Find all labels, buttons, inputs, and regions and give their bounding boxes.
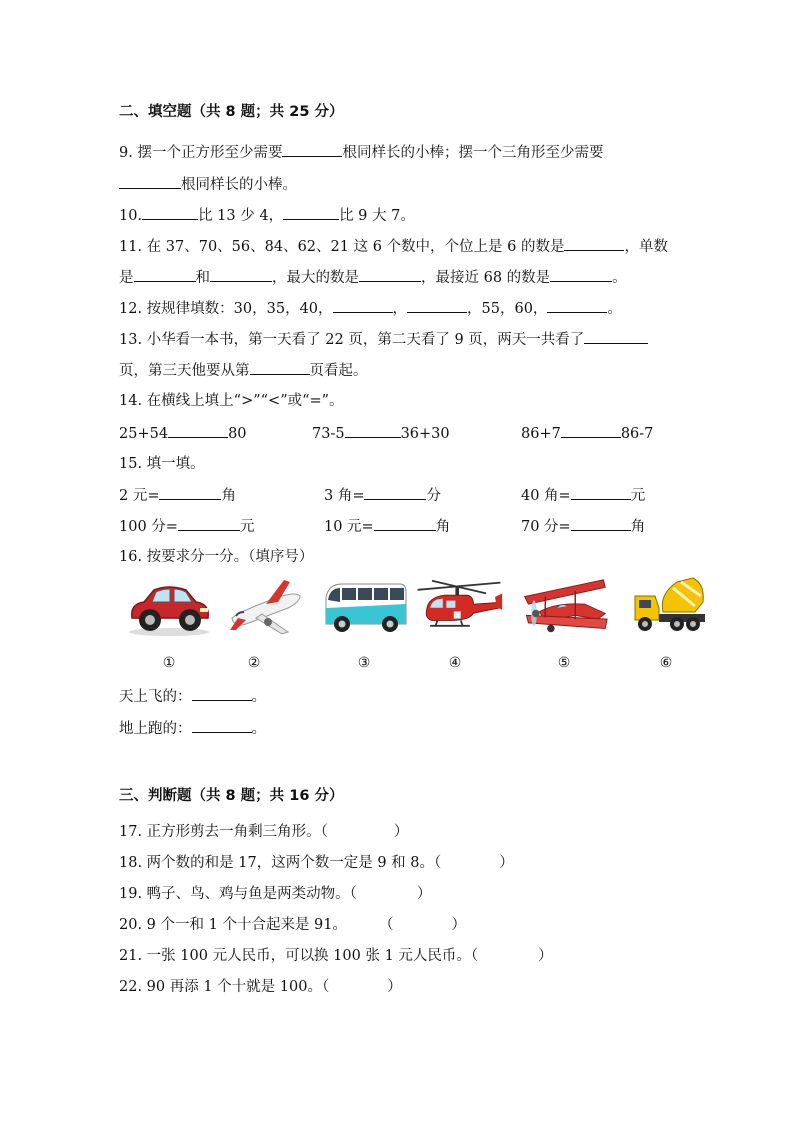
q14-item-2: [312, 423, 450, 444]
q20-open: （: [379, 917, 394, 933]
q11-blank-5[interactable]: [550, 267, 612, 282]
q17-text: 17. 正方形剪去一角剩三角形。（: [119, 824, 328, 840]
q15-blank-3[interactable]: [571, 485, 631, 500]
q14-item-1-left: 25+54: [119, 426, 169, 442]
q13-text-b: 页，第三天他要从第: [119, 363, 250, 379]
q15-item-5-right: 角: [435, 519, 451, 535]
q15-item-3-right: 元: [630, 488, 646, 504]
q14-item-2-right: 36+30: [400, 426, 450, 442]
q20-text: 20. 9 个一和 1 个十合起来是 91。: [119, 917, 348, 933]
q19-close: ）: [416, 886, 432, 902]
bus-picture: [320, 574, 410, 638]
q16-sky-label: 天上飞的：: [119, 689, 192, 705]
q14-item-1: [119, 423, 247, 444]
q12-blank-2[interactable]: [407, 298, 467, 313]
q19-text: 19. 鸭子、鸟、鸡与鱼是两类动物。（: [119, 886, 357, 902]
airplane-picture: [222, 574, 312, 638]
question-12: [119, 298, 622, 319]
q15-item-4: [119, 516, 254, 537]
cement-truck-picture: [624, 574, 714, 638]
q12-blank-3[interactable]: [547, 298, 607, 313]
q12-blank-1[interactable]: [333, 298, 393, 313]
q15-blank-6[interactable]: [571, 516, 631, 531]
q15-item-1: [119, 485, 236, 506]
q14-item-3-right: 86-7: [620, 426, 654, 442]
question-9-line2: [119, 174, 297, 195]
q15-item-3: [521, 485, 645, 506]
q17-close: ）: [393, 824, 409, 840]
q15-item-6-right: 角: [630, 519, 646, 535]
q15-item-4-right: 元: [239, 519, 255, 535]
q16-sky-blank[interactable]: [192, 686, 252, 701]
question-15-title: 15. 填一填。: [119, 456, 205, 472]
q11-blank-2[interactable]: [134, 267, 196, 282]
q14-blank-3[interactable]: [561, 423, 621, 438]
q14-item-1-right: 80: [228, 426, 247, 442]
helicopter-picture: [414, 574, 504, 638]
picture-number-3: ③: [357, 655, 371, 671]
q16-ground-end: 。: [251, 721, 266, 737]
q11-text-e: ，最大的数是: [272, 270, 359, 286]
q13-blank-2[interactable]: [250, 360, 310, 375]
q15-item-1-left: 2 元=: [119, 488, 160, 504]
q10-text-c: 比 9 大 7。: [339, 208, 415, 224]
q15-item-2-left: 3 角=: [324, 488, 365, 504]
question-18: [119, 853, 514, 873]
q13-text-c: 页看起。: [309, 363, 368, 379]
car-picture: [124, 574, 214, 638]
q9-text-c: 根同样长的小棒。: [181, 177, 297, 193]
question-16-title: 16. 按要求分一分。（填序号）: [119, 549, 314, 565]
q16-sky-end: 。: [251, 689, 266, 705]
q11-text-f: ，最接近 68 的数是: [421, 270, 551, 286]
q15-blank-2[interactable]: [364, 485, 426, 500]
q9-blank-2[interactable]: [119, 174, 181, 189]
q14-item-2-left: 73-5: [312, 426, 345, 442]
picture-number-5: ⑤: [557, 655, 571, 671]
question-9-line1: [119, 142, 603, 163]
q16-sky-line: [119, 686, 266, 707]
picture-number-4: ④: [448, 655, 462, 671]
section2-heading: 二、填空题（共 8 题；共 25 分）: [119, 104, 344, 120]
picture-number-6: ⑥: [659, 655, 673, 671]
q11-text-c: 是: [119, 270, 134, 286]
q11-text-b: ，单数: [624, 239, 668, 255]
q15-item-2-right: 分: [426, 488, 441, 504]
q21-close: ）: [538, 948, 553, 964]
question-11-line2: [119, 267, 627, 288]
q12-text-a: 12. 按规律填数：30，35，40，: [119, 301, 333, 317]
q13-blank-1[interactable]: [584, 329, 648, 344]
q18-close: ）: [499, 855, 514, 871]
q14-item-3: [521, 423, 653, 444]
q16-ground-label: 地上跑的：: [119, 721, 192, 737]
q16-ground-blank[interactable]: [192, 718, 252, 733]
q15-item-4-left: 100 分=: [119, 519, 178, 535]
question-13-line2: [119, 360, 368, 381]
q15-item-6-left: 70 分=: [521, 519, 571, 535]
question-19: [119, 884, 431, 904]
q9-blank-1[interactable]: [282, 142, 342, 157]
picture-number-1: ①: [162, 655, 176, 671]
q15-blank-1[interactable]: [159, 485, 221, 500]
q14-item-3-left: 86+7: [521, 426, 561, 442]
q12-text-d: 。: [607, 301, 622, 317]
q15-item-3-left: 40 角=: [521, 488, 571, 504]
q12-text-c: ，55，60，: [467, 301, 548, 317]
picture-number-2: ②: [247, 655, 261, 671]
question-22: [119, 977, 402, 997]
q11-blank-1[interactable]: [564, 236, 624, 251]
q9-text-a: 9. 摆一个正方形至少需要: [119, 145, 283, 161]
q10-text-a: 10.: [119, 208, 143, 224]
q10-text-b: 比 13 少 4，: [198, 208, 284, 224]
q20-close: ）: [451, 917, 467, 933]
q9-text-b: 根同样长的小棒；摆一个三角形至少需要: [342, 145, 604, 161]
q15-item-1-right: 角: [221, 488, 236, 504]
q21-text: 21. 一张 100 元人民币，可以换 100 张 1 元人民币。（: [119, 948, 479, 964]
question-11-line1: [119, 236, 668, 257]
q11-text-a: 11. 在 37、70、56、84、62、21 这 6 个数中，个位上是 6 的数是: [119, 239, 565, 255]
q16-ground-line: [119, 718, 266, 739]
q15-blank-5[interactable]: [374, 516, 436, 531]
q12-text-b: ，: [392, 301, 408, 317]
q15-item-5: [324, 516, 450, 537]
q22-close: ）: [387, 979, 402, 995]
q18-text: 18. 两个数的和是 17，这两个数一定是 9 和 8。（: [119, 855, 442, 871]
q15-blank-4[interactable]: [178, 516, 240, 531]
question-17: [119, 822, 408, 842]
section3-heading: 三、判断题（共 8 题；共 16 分）: [119, 788, 344, 804]
q10-blank-1[interactable]: [142, 205, 198, 220]
q11-blank-3[interactable]: [210, 267, 272, 282]
biplane-picture: [519, 574, 609, 638]
question-14-title: 14. 在横线上填上“>”“<”或“=”。: [119, 393, 344, 409]
question-10: [119, 205, 415, 226]
question-20: [119, 915, 466, 935]
q11-text-d: 和: [195, 270, 210, 286]
q11-blank-4[interactable]: [359, 267, 421, 282]
question-13-line1: [119, 329, 648, 350]
q22-text: 22. 90 再添 1 个十就是 100。（: [119, 979, 330, 995]
q15-item-2: [324, 485, 441, 506]
q15-item-5-left: 10 元=: [324, 519, 374, 535]
q13-text-a: 13. 小华看一本书，第一天看了 22 页，第二天看了 9 页，两天一共看了: [119, 332, 585, 348]
q14-blank-1[interactable]: [168, 423, 228, 438]
q11-text-g: 。: [612, 270, 627, 286]
q10-blank-2[interactable]: [283, 205, 339, 220]
q15-item-6: [521, 516, 645, 537]
q14-blank-2[interactable]: [345, 423, 401, 438]
question-21: [119, 946, 553, 966]
